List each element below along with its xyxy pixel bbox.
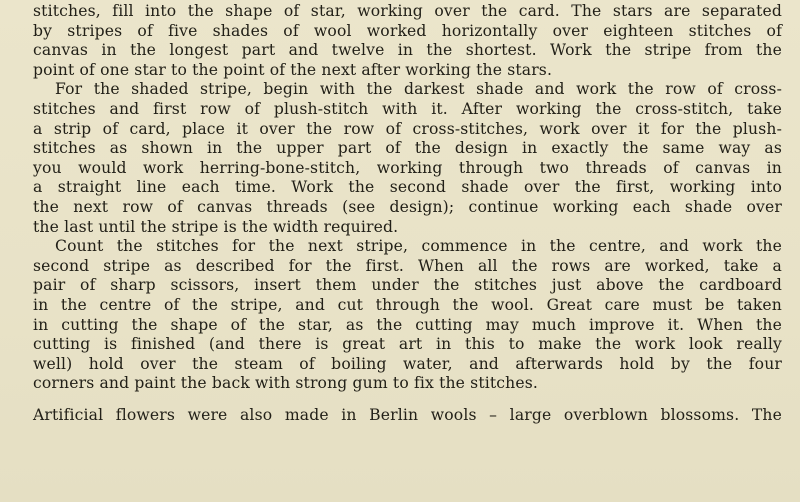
text-line: point of one star to the point of the next after working the stars.	[33, 60, 553, 79]
text-line: cutting is finished (and there is great art in this to make the work look really	[33, 335, 782, 354]
text-line: Artificial flowers were also made in Berlin wools – large overblown blossoms. The	[33, 405, 782, 424]
paragraph-next-stripe-cutting	[33, 237, 782, 394]
text-line: stitches and first row of plush-stitch with it. After working the cross-stitch, take	[33, 99, 782, 118]
text-line: you would work herring-bone-stitch, working through two threads of canvas in	[33, 158, 782, 177]
text-line: stitches, fill into the shape of star, working over the card. The stars are separated	[33, 2, 782, 20]
paragraph-shaded-stripe	[33, 80, 782, 237]
text-line: pair of sharp scissors, insert them under the stitches just above the cardboard	[33, 276, 782, 295]
text-line: a straight line each time. Work the second shade over the first, working into	[33, 178, 782, 197]
text-line: by stripes of five shades of wool worked horizontally over eighteen stitches of	[33, 21, 782, 40]
text-line: Count the stitches for the next stripe, commence in the centre, and work the	[55, 237, 782, 256]
text-line: canvas in the longest part and twelve in the shortest. Work the stripe from the	[33, 41, 782, 60]
paragraph-artificial-flowers	[33, 406, 782, 426]
text-line: well) hold over the steam of boiling water, and afterwards hold by the four	[33, 354, 782, 373]
text-line: the last until the stripe is the width required.	[33, 217, 399, 236]
text-line: in cutting the shape of the star, as the cutting may much improve it. When the	[33, 315, 782, 334]
paragraph-stars-and-stripes	[33, 2, 782, 80]
text-line: the next row of canvas threads (see design); continue working each shade over	[33, 197, 782, 216]
text-line: a strip of card, place it over the row of cross-stitches, work over it for the plush-	[33, 119, 782, 138]
text-line: stitches as shown in the upper part of the design in exactly the same way as	[33, 139, 782, 158]
text-line: second stripe as described for the first. When all the rows are worked, take a	[33, 256, 782, 275]
text-line: corners and paint the back with strong gum to fix the stitches.	[33, 374, 539, 393]
text-line: For the shaded stripe, begin with the darkest shade and work the row of cross-	[55, 80, 782, 99]
text-line: in the centre of the stripe, and cut through the wool. Great care must be taken	[33, 295, 782, 314]
